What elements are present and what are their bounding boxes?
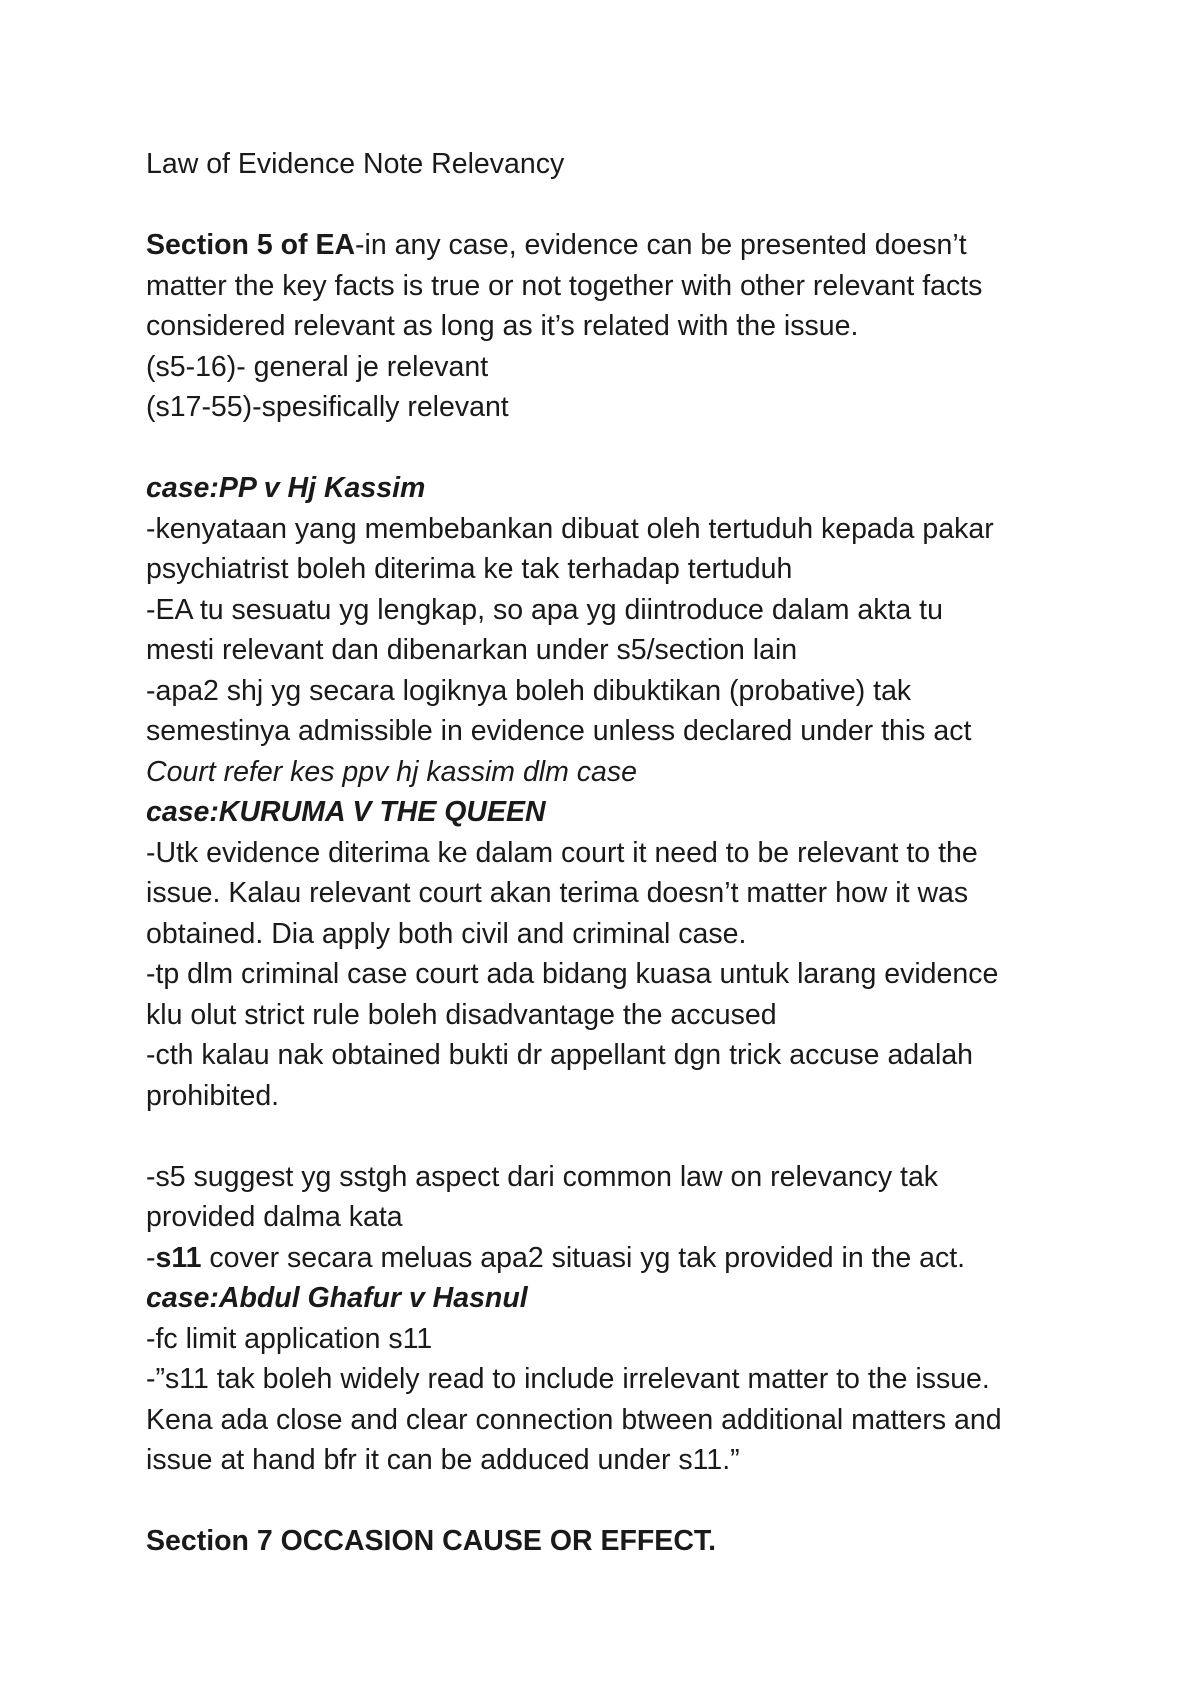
case-note-line: -EA tu sesuatu yg lengkap, so apa yg diintroduce dalam akta tu xyxy=(146,593,943,626)
case-note-line: semestinya admissible in evidence unless declared under this act xyxy=(146,715,972,747)
case-note-line: prohibited. xyxy=(146,1079,280,1112)
case-note-line: obtained. Dia apply both civil and criminal case. xyxy=(146,917,747,950)
s11-coverage-text: cover secara meluas apa2 situasi yg tak provided in the act. xyxy=(201,1241,966,1274)
section-5-heading: Section 5 of EA xyxy=(146,229,356,261)
section-5-range-general: (s5-16)- general je relevant xyxy=(146,350,489,383)
case-note-line: psychiatrist boleh diterima ke tak terhadap tertuduh xyxy=(146,553,793,585)
s11-coverage-line xyxy=(146,1238,1106,1279)
s11-dash: - xyxy=(146,1241,156,1274)
blank-line xyxy=(146,185,1106,226)
section-5-text-line: matter the key facts is true or not together with other relevant facts xyxy=(146,269,983,302)
case-note-line: -apa2 shj yg secara logiknya boleh dibuktikan (probative) tak xyxy=(146,674,912,707)
case-note-line: Kena ada close and clear connection btween additional matters and xyxy=(146,1403,1002,1436)
case-note-line: issue at hand bfr it can be adduced under s11.” xyxy=(146,1444,740,1476)
case-heading-abdul-ghafur-v-hasnul: case:Abdul Ghafur v Hasnul xyxy=(146,1282,528,1314)
case-heading-kuruma-v-the-queen: case:KURUMA V THE QUEEN xyxy=(146,796,546,828)
section-7-heading: Section 7 OCCASION CAUSE OR EFFECT. xyxy=(146,1525,717,1557)
s11-bold-label: s11 xyxy=(155,1241,202,1274)
blank-line xyxy=(146,1481,1106,1522)
document-body xyxy=(146,144,1106,1562)
section-5-range-specific: (s17-55)-spesifically relevant xyxy=(146,391,509,423)
case-note-line: -fc limit application s11 xyxy=(146,1322,433,1355)
section-5-text: -in any case, evidence can be presented doesn’t xyxy=(355,229,967,261)
case-note-line: -Utk evidence diterima ke dalam court it need to be relevant to the xyxy=(146,836,978,869)
case-note-line: -”s11 tak boleh widely read to include irrelevant matter to the issue. xyxy=(146,1363,990,1395)
section-5-paragraph-line xyxy=(146,225,1106,266)
section-5-text-line: considered relevant as long as it’s related with the issue. xyxy=(146,310,859,342)
blank-line xyxy=(146,1116,1106,1157)
s11-note-line: provided dalma kata xyxy=(146,1201,403,1233)
case-note-line: -tp dlm criminal case court ada bidang kuasa untuk larang evidence xyxy=(146,958,999,990)
case-heading-pp-v-hj-kassim: case:PP v Hj Kassim xyxy=(146,472,426,504)
s11-note-line: -s5 suggest yg sstgh aspect dari common law on relevancy tak xyxy=(146,1160,939,1193)
document-title: Law of Evidence Note Relevancy xyxy=(146,148,565,180)
case-note-line: -kenyataan yang membebankan dibuat oleh tertuduh kepada pakar xyxy=(146,512,994,545)
case-note-line: mesti relevant dan dibenarkan under s5/section lain xyxy=(146,634,798,666)
case-note-line: -cth kalau nak obtained bukti dr appellant dgn trick accuse adalah xyxy=(146,1039,974,1071)
case-reference-note: Court refer kes ppv hj kassim dlm case xyxy=(146,755,637,788)
case-note-line: issue. Kalau relevant court akan terima doesn’t matter how it was xyxy=(146,877,969,909)
blank-line xyxy=(146,428,1106,469)
case-note-line: klu olut strict rule boleh disadvantage the accused xyxy=(146,998,777,1031)
